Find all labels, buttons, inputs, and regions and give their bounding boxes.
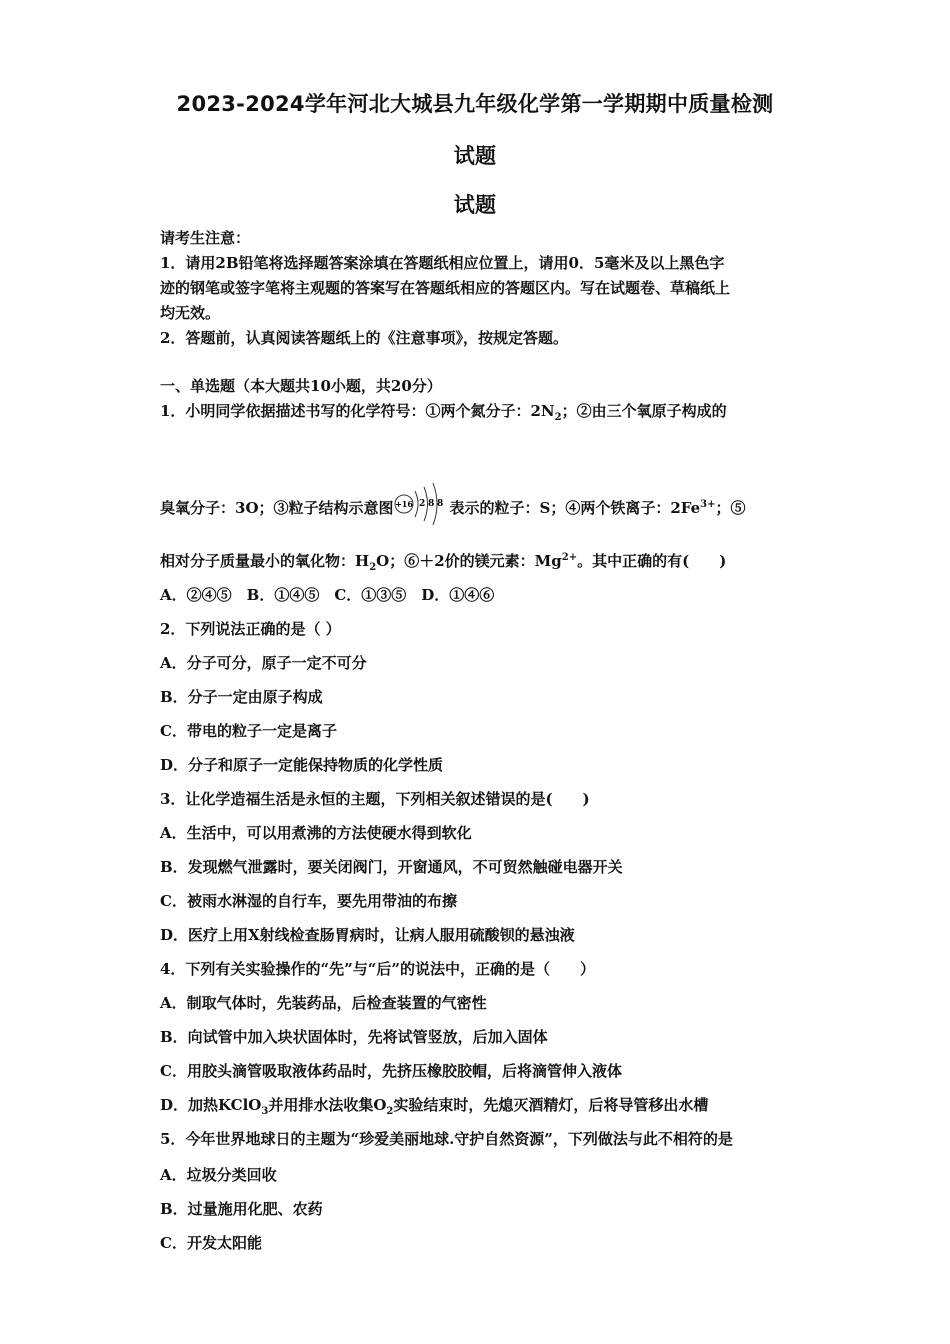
q5-option-c: C．开发太阳能 [160, 1234, 262, 1252]
q2-option-a: A．分子可分，原子一定不可分 [160, 654, 367, 672]
q1-line-1-tail: ；②由三个氧原子构成的 [561, 402, 727, 420]
q1-line-3-middle: O；⑥＋2价的镁元素：Mg [376, 552, 562, 570]
exam-subtitle-repeat: 试题 [453, 193, 497, 217]
q1-line-2-tail: ；⑤ [715, 499, 746, 517]
exam-subtitle: 试题 [453, 144, 497, 168]
exam-title: 2023-2024学年河北大城县九年级化学第一学期期中质量检测 [176, 92, 774, 116]
q3-option-c: C．被雨水淋湿的自行车，要先用带油的布擦 [160, 892, 457, 910]
q4-option-d-tail: 实验结束时，先熄灭酒精灯，后将导管移出水槽 [393, 1096, 709, 1114]
shell-1-electrons: 2 [418, 499, 425, 509]
q1-line-1-subscript: 2 [554, 412, 562, 423]
notice-item-1-line-2: 迹的钢笔或签字笔将主观题的答案写在答题纸相应的答题区内。写在试题卷、草稿纸上 [160, 279, 731, 297]
q3-stem: 3．让化学造福生活是永恒的主题，下列相关叙述错误的是( ) [160, 790, 590, 808]
q1-line-3-text: 相对分子质量最小的氧化物：H [160, 552, 370, 570]
q1-line-1 [160, 401, 727, 421]
nucleus-charge: +16 [394, 499, 413, 509]
q5-option-a: A．垃圾分类回收 [160, 1166, 277, 1184]
q5-stem: 5．今年世界地球日的主题为“珍爱美丽地球.守护自然资源”，下列做法与此不相符的是 [160, 1130, 733, 1148]
sulfur-atom-structure-diagram [394, 479, 450, 525]
q4-option-b: B．向试管中加入块状固体时，先将试管竖放，后加入固体 [160, 1028, 548, 1046]
q1-line-2-middle: 表示的粒子：S；④两个铁离子：2Fe [449, 499, 701, 517]
q1-line-3-superscript: 2+ [561, 552, 578, 563]
q4-option-d [160, 1095, 708, 1115]
q3-option-b: B．发现燃气泄露时，要关闭阀门，开窗通风，不可贸然触碰电器开关 [160, 858, 623, 876]
q1-line-2-text: 臭氧分子：3O；③粒子结构示意图 [160, 499, 394, 517]
q1-line-2-superscript: 3+ [700, 499, 716, 510]
q1-options: A．②④⑤ B．①④⑤ C．①③⑤ D．①④⑥ [160, 586, 495, 604]
notice-item-1-line-3: 均无效。 [160, 304, 221, 322]
notice-item-1-line-1: 1．请用2B铅笔将选择题答案涂填在答题纸相应位置上，请用0．5毫米及以上黑色字 [160, 254, 725, 272]
q4-option-d-middle: 并用排水法收集O [268, 1096, 387, 1114]
q4-stem: 4．下列有关实验操作的“先”与“后”的说法中，正确的是（ ） [160, 960, 595, 978]
q4-option-d-text: D．加热KClO [160, 1096, 262, 1114]
notice-item-2: 2．答题前，认真阅读答题纸上的《注意事项》，按规定答题。 [160, 329, 568, 347]
q5-option-b: B．过量施用化肥、农药 [160, 1200, 323, 1218]
shell-3-electrons: 8 [436, 499, 443, 509]
q4-option-d-subscript-1: 3 [261, 1106, 269, 1117]
q4-option-c: C．用胶头滴管吸取液体药品时，先挤压橡胶胶帽，后将滴管伸入液体 [160, 1062, 622, 1080]
q1-line-1-text: 1．小明同学依据描述书写的化学符号：①两个氮分子：2N [160, 402, 555, 420]
q1-line-3-tail: 。其中正确的有( ) [577, 552, 727, 570]
q2-option-d: D．分子和原子一定能保持物质的化学性质 [160, 756, 444, 774]
q3-option-d: D．医疗上用X射线检查肠胃病时，让病人服用硫酸钡的悬浊液 [160, 926, 575, 944]
q4-option-a: A．制取气体时，先装药品，后检查装置的气密性 [160, 994, 487, 1012]
shell-2-electrons: 8 [427, 499, 434, 509]
q2-option-c: C．带电的粒子一定是离子 [160, 722, 337, 740]
section-heading: 一、单选题（本大题共10小题，共20分） [160, 377, 442, 395]
q3-option-a: A．生活中，可以用煮沸的方法使硬水得到软化 [160, 824, 472, 842]
notice-heading: 请考生注意： [160, 229, 251, 247]
electron-shell-1 [415, 491, 418, 517]
q2-stem: 2．下列说法正确的是（ ） [160, 620, 341, 638]
q1-line-3-subscript: 2 [369, 562, 377, 573]
q4-option-d-subscript-2: 2 [386, 1106, 394, 1117]
q1-line-3 [160, 551, 726, 571]
q2-option-b: B．分子一定由原子构成 [160, 688, 323, 706]
q1-line-2 [160, 479, 746, 525]
